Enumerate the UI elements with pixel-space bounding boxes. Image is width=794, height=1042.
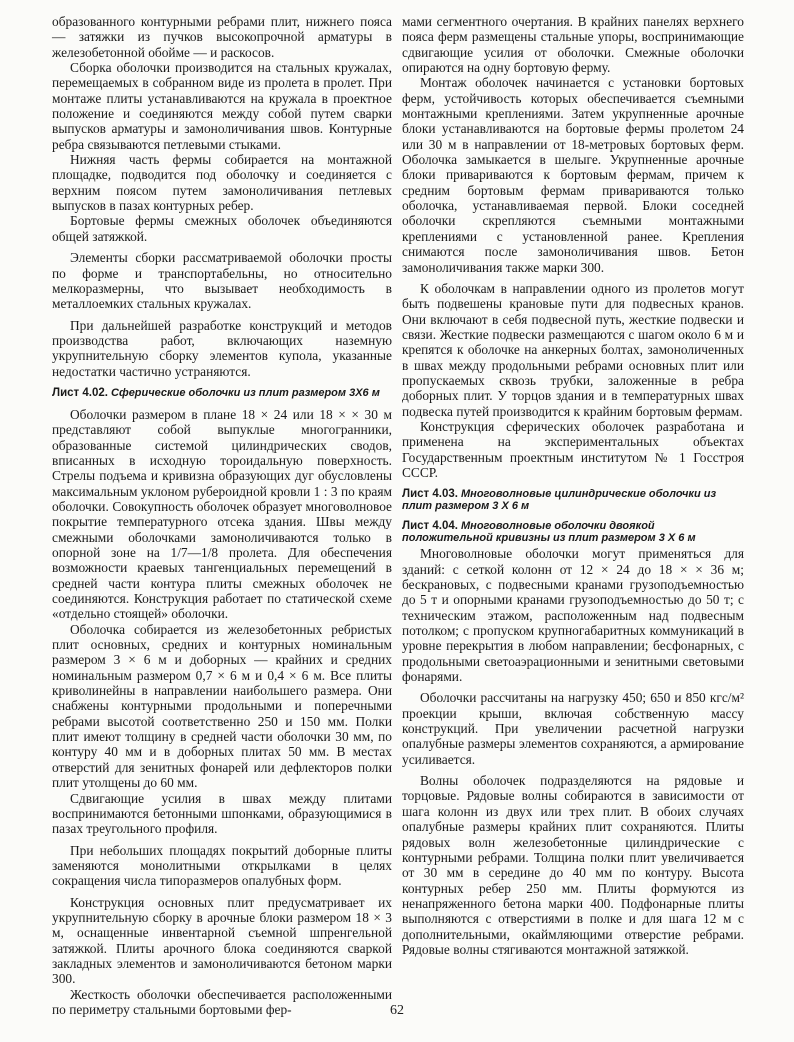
paragraph: Сдвигающие усилия в швах между плитами воспринимаются бетонными шпонками, образующимися в пазах треугольного профиля.: [52, 790, 392, 837]
section-title: Многоволновые оболочки двоякой положительной кривизны из плит размером 3 Х 6 м: [402, 520, 696, 545]
paragraph-continuation: образованного контурными ребрами плит, нижнего пояса — затяжки из пучков высокопрочной арматуры в железобетонной обойме — и раскосов.: [52, 14, 392, 60]
paragraph: Монтаж оболочек начинается с установки бортовых ферм, устойчивость которых обеспечивается съемными монтажными креплениями. Затем укрупненные арочные блоки устанавливаются на бортовые фермы пролетом 24 или 30 м в направлении от 18-метровых бортовых ферм. Оболочка замыкается в шелыге. Укрупненные арочные блоки привариваются к бортовым фермам, причем к средним бортовым фермам привариваются только оболочка, устанавливаемая первой. Блоки соседней оболочки скрепляются съемными монтажными креплениями с установленной ранее. Крепления снимаются после замоноличивания швов. Бетон замоноличивания также марки 300.: [402, 75, 744, 275]
paragraph: Многоволновые оболочки могут применяться для зданий: с сеткой колонн от 12 × 24 до 18 × × 36 м; бескрановых, с подвесными кранами грузоподъемностью до 5 т и опорными кранами грузоподъемностью до 50 т; с техническим этажом, расположенным над подвесным потолком; с пропуском крупногабаритных коммуникаций в уровне перекрытия в любом направлении; бесфонарных, с продольными светоаэрационными и зенитными световыми фонарями.: [402, 546, 744, 685]
paragraph: Волны оболочек подразделяются на рядовые и торцовые. Рядовые волны собираются в зависимости от шага колонн из двух или трех плит. В обоих случаях опалубные размеры крайних плит сохраняются. Плиты рядовых волн железобетонные цилиндрические с контурными ребрами. Толщина полки плит увеличивается от 30 мм в середине до 40 мм по контуру. Высота контурных ребер 250 мм. Плиты формуются из ненапряженного бетона марки 400. Подфонарные плиты выполняются с отверстиями в полке и для шага 12 м с дополнительными, окаймляющими отверстие ребрами. Рядовые волны стягиваются монтажной затяжкой.: [402, 773, 744, 957]
paragraph: Оболочки размером в плане 18 × 24 или 18 × × 30 м представляют собой выпуклые многогранники, образованные системой цилиндрических сводов, вписанных в исходную тороидальную поверхность. Стрелы подъема и кривизна образующих дуг обусловлены максимальным уклоном рубероидной кровли 1 : 3 по краям оболочки. Совокупность оболочек образует многоволновое покрытие температурного отсека здания. Швы между смежными оболочками замоноличиваются только в опорной зоне на 1/7—1/8 пролета. Для обеспечения возможности краевых тангенциальных перемещений в средней части контура плиты смежных оболочек не соединяются. Конструкция работает по статической схеме «отдельно стоящей» оболочки.: [52, 406, 392, 622]
paragraph: Сборка оболочки производится на стальных кружалах, перемещаемых в собранном виде из пролета в пролет. При монтаже плиты устанавливаются на кружала в проектное положение и соединяются между собой путем сварки выпусков арматуры и замоноличивания швов. Контурные ребра связываются петлевыми стыками.: [52, 60, 392, 152]
paragraph: Оболочки рассчитаны на нагрузку 450; 650 и 850 кгс/м² проекции крыши, включая собственную массу конструкций. При увеличении расчетной нагрузки опалубные размеры элементов сохраняются, а армирование усиливается.: [402, 690, 744, 767]
section-number: Лист 4.04.: [402, 520, 458, 533]
section-heading-4-02: [52, 387, 392, 399]
paragraph: Жесткость оболочки обеспечивается расположенными по периметру стальными бортовыми фер-: [52, 986, 392, 1017]
section-heading-4-03: [402, 488, 744, 512]
section-title: Сферические оболочки из плит размером 3Х6 м: [111, 386, 380, 399]
paragraph-continuation: мами сегментного очертания. В крайних панелях верхнего пояса ферм размещены стальные упоры, воспринимающие сдвигающие усилия от оболочки. Смежные оболочки опираются на одну бортовую ферму.: [402, 14, 744, 76]
page-number: 62: [390, 1003, 404, 1018]
paragraph: К оболочкам в направлении одного из пролетов могут быть подвешены крановые пути для подвесных кранов. Они включают в себя подвесной путь, жесткие подвески и связи. Жесткие подвески размещаются с шагом около 6 м и крепятся к оболочке на анкерных болтах, замоноличенных в швах между продольными ребрами основных плит или пропускаемых сквозь трубки, заложенные в ребра доборных плит. У торцов здания и в температурных швах подвеска путей производится к крайним бортовым фермам.: [402, 280, 744, 419]
paragraph: Оболочка собирается из железобетонных ребристых плит основных, средних и контурных номинальным размером 3 × 6 м и доборных — крайних и средних номинальным размером 0,7 × 6 м и 0,4 × 6 м. Все плиты криволинейны в направлении наибольшего размера. Они снабжены контурными продольными и поперечными ребрами высотой соответственно 250 и 150 мм. Полки плит имеют толщину в средней части оболочки 30 мм, по контуру 40 мм и в доборных плитах 50 мм. В местах отверстий для зенитных фонарей или дефлекторов полки плит утолщены до 60 мм.: [52, 621, 392, 791]
right-column: [402, 14, 744, 957]
paragraph: Элементы сборки рассматриваемой оболочки просты по форме и транспортабельны, но относительно мелкоразмерны, что вызывает необходимость в металлоемких стальных кружалах.: [52, 250, 392, 312]
left-column: [52, 14, 392, 1017]
section-heading-4-04: [402, 520, 744, 544]
paragraph: При дальнейшей разработке конструкций и методов производства работ, включающих наземную укрупнительную сборку элементов купола, указанные недостатки частично устраняются.: [52, 317, 392, 379]
paragraph: Конструкция сферических оболочек разработана и применена на экспериментальных объектах Государственным проектным институтом № 1 Госстроя СССР.: [402, 418, 744, 480]
section-number: Лист 4.03.: [402, 488, 458, 501]
paragraph: Нижняя часть фермы собирается на монтажной площадке, подводится под оболочку и соединяется с верхним поясом путем замоноличивания петлевых выпусков в пазах контурных ребер.: [52, 152, 392, 214]
paragraph: Конструкция основных плит предусматривает их укрупнительную сборку в арочные блоки размером 18 × 3 м, оснащенные инвентарной съемной шпренгельной затяжкой. Плиты арочного блока соединяются сваркой закладных элементов и замоноличиваются бетоном марки 300.: [52, 894, 392, 987]
paragraph: Бортовые фермы смежных оболочек объединяются общей затяжкой.: [52, 213, 392, 244]
paragraph: При небольших площадях покрытий доборные плиты заменяются монолитными открылками в целях сокращения числа типоразмеров опалубных форм.: [52, 842, 392, 889]
section-number: Лист 4.02.: [52, 386, 108, 399]
section-title: Многоволновые цилиндрические оболочки из плит размером 3 Х 6 м: [402, 488, 717, 513]
